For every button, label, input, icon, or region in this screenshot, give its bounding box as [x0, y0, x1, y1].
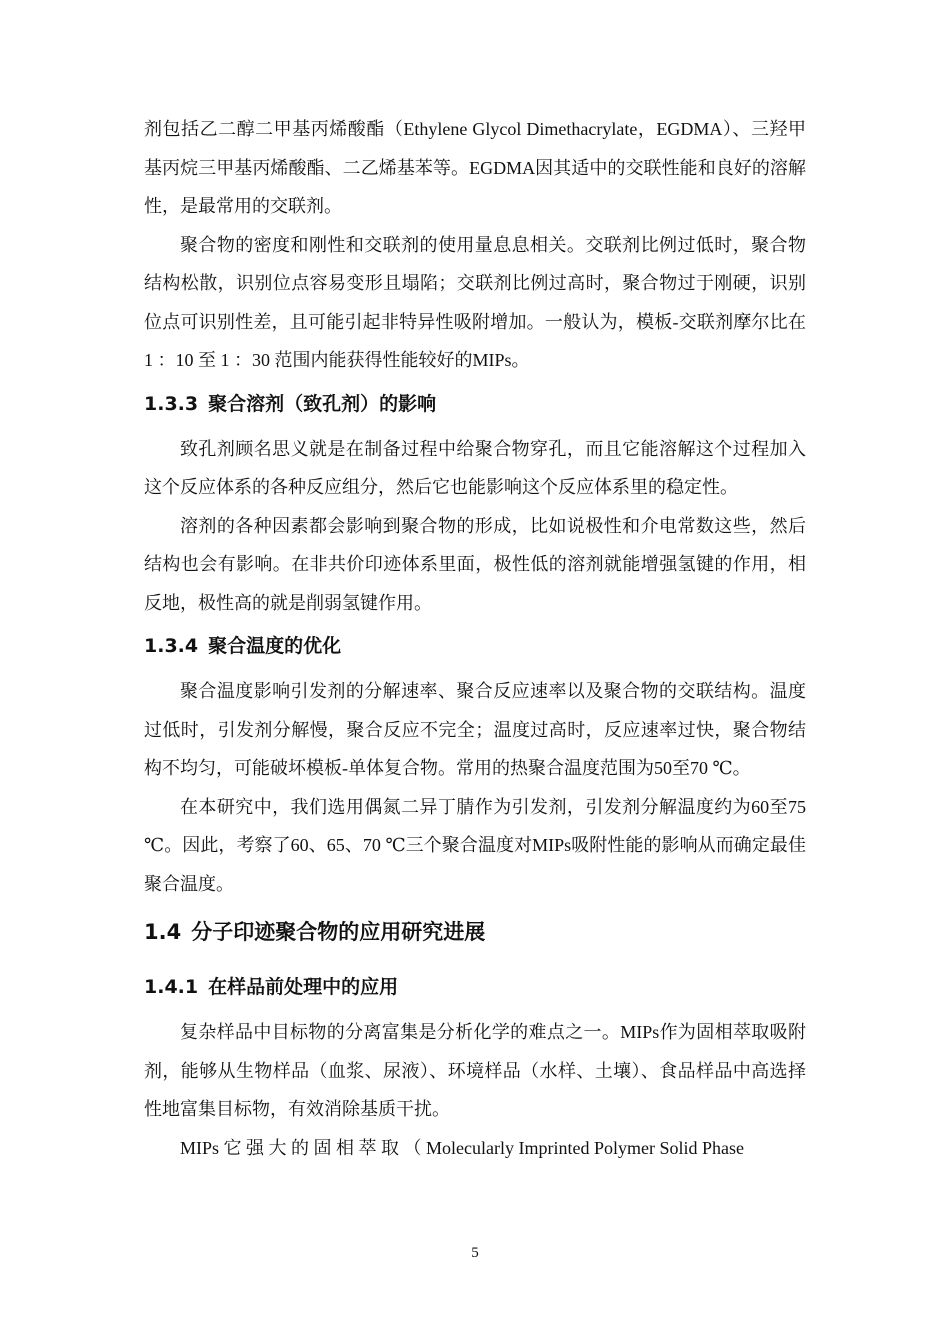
heading-number: 1.3.4: [144, 635, 199, 657]
document-body: [144, 110, 806, 1167]
paragraph-crosslinker-ratio: 聚合物的密度和刚性和交联剂的使用量息息相关。交联剂比例过低时，聚合物结构松散，识别位点容易变形且塌陷；交联剂比例过高时，聚合物过于刚硬，识别位点可识别性差，且可能引起非特异性吸附增加。一般认为，模板-交联剂摩尔比在 1 ：10 至 1 ：30 范围内能获得性能较好的MIPs。: [144, 234, 806, 370]
heading-1-4: [144, 903, 806, 963]
page-number: 5: [471, 1245, 479, 1261]
paragraph-crosslinker-types: 剂包括乙二醇二甲基丙烯酸酯（Ethylene Glycol Dimethacrylate，EGDMA）、三羟甲基丙烷三甲基丙烯酸酯、二乙烯基苯等。EGDMA因其适中的交联性能和良好的溶解性，是最常用的交联剂。: [144, 119, 806, 216]
heading-text: 聚合溶剂（致孔剂）的影响: [208, 392, 437, 415]
heading-text: 在样品前处理中的应用: [208, 976, 399, 998]
paragraph-temperature-effects: 聚合温度影响引发剂的分解速率、聚合反应速率以及聚合物的交联结构。温度过低时，引发剂分解慢，聚合反应不完全；温度过高时，反应速率过快，聚合物结构不均匀，可能破坏模板-单体复合物。常用的热聚合温度范围为50至70 ℃。: [144, 681, 806, 778]
heading-number: 1.4.1: [144, 976, 199, 998]
paragraph-sample-pretreatment: 复杂样品中目标物的分离富集是分析化学的难点之一。MIPs作为固相萃取吸附剂，能够从生物样品（血浆、尿液）、环境样品（水样、土壤）、食品样品中高选择性地富集目标物，有效消除基质干扰。: [144, 1022, 806, 1119]
heading-text: 分子印迹聚合物的应用研究进展: [191, 920, 486, 944]
paragraph-mispe-intro: MIPs 它 强 大 的 固 相 萃 取 （ Molecularly Imprinted Polymer Solid Phase: [180, 1137, 744, 1158]
paragraph-porogen-definition: 致孔剂顾名思义就是在制备过程中给聚合物穿孔，而且它能溶解这个过程加入这个反应体系的各种反应组分，然后它也能影响这个反应体系里的稳定性。: [144, 438, 806, 497]
heading-1-3-4: [144, 622, 806, 672]
heading-1-4-1: [144, 963, 806, 1013]
paragraph-initiator-temperature: 在本研究中，我们选用偶氮二异丁腈作为引发剂，引发剂分解温度约为60至75 ℃。因此，考察了60、65、70 ℃三个聚合温度对MIPs吸附性能的影响从而确定最佳聚合温度。: [144, 796, 806, 894]
heading-number: 1.4: [144, 920, 182, 944]
heading-text: 聚合温度的优化: [208, 635, 342, 657]
heading-1-3-3: [144, 380, 806, 430]
paragraph-solvent-factors: 溶剂的各种因素都会影响到聚合物的形成，比如说极性和介电常数这些，然后结构也会有影响。在非共价印迹体系里面，极性低的溶剂就能增强氢键的作用，相反地，极性高的就是削弱氢键作用。: [144, 515, 806, 613]
heading-number: 1.3.3: [144, 392, 199, 415]
